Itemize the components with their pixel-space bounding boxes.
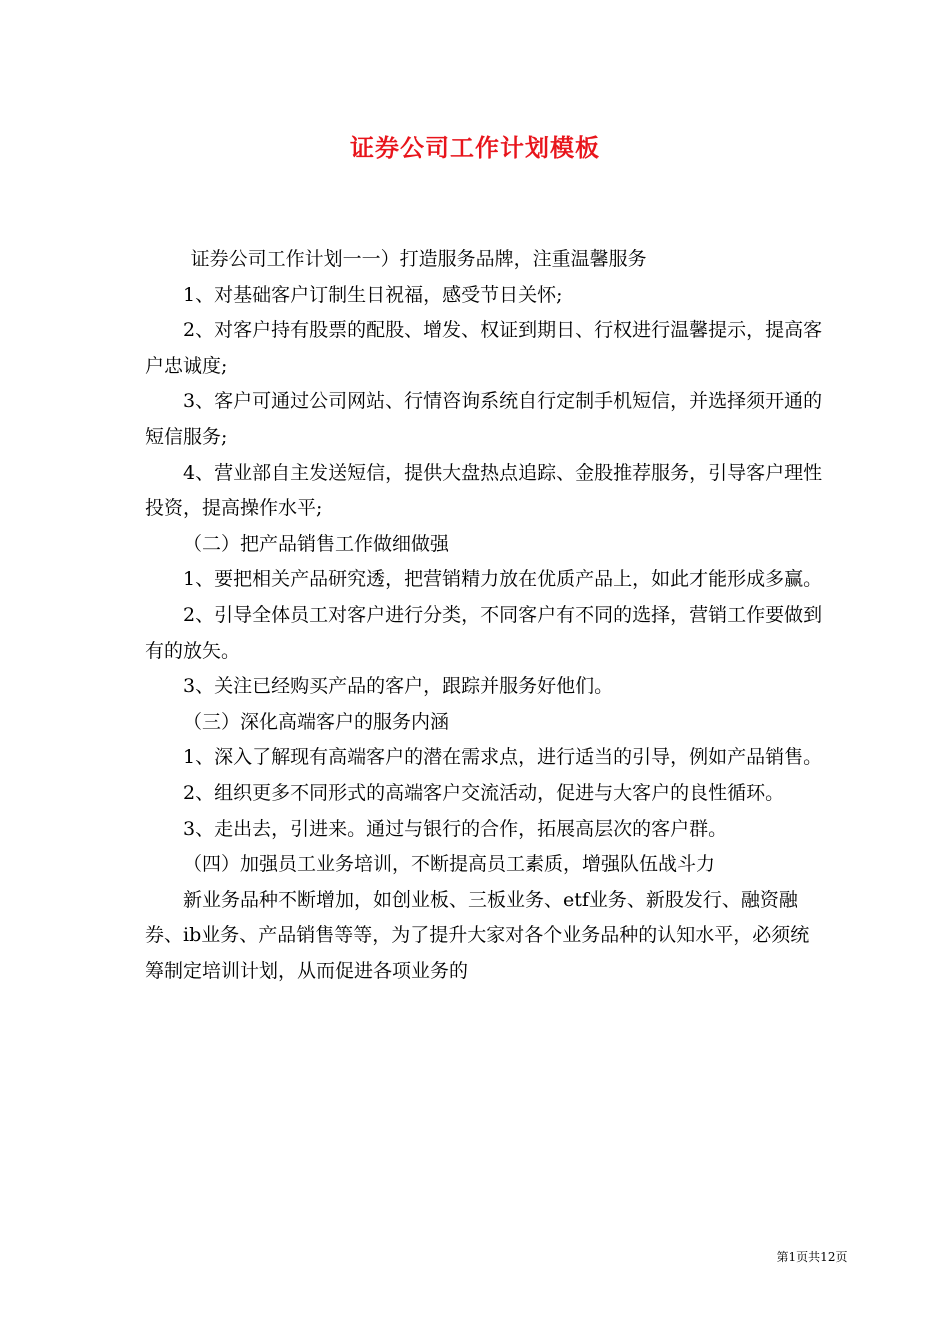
paragraph: 4、营业部自主发送短信，提供大盘热点追踪、金股推荐服务，引导客户理性投资，提高操作水平; — [145, 461, 823, 520]
paragraph: 1、深入了解现有高端客户的潜在需求点，进行适当的引导，例如产品销售。 — [183, 746, 823, 769]
paragraph: 2、对客户持有股票的配股、增发、权证到期日、行权进行温馨提示，提高客户忠诚度; — [145, 319, 823, 377]
section-heading-3: （三）深化高端客户的服务内涵 — [183, 710, 450, 733]
document-title: 证券公司工作计划模板 — [350, 134, 600, 162]
paragraph: 1、要把相关产品研究透，把营销精力放在优质产品上，如此才能形成多赢。 — [183, 568, 823, 591]
paragraph: 3、关注已经购买产品的客户，跟踪并服务好他们。 — [183, 675, 614, 698]
paragraph-heading-1: 证券公司工作计划一一）打造服务品牌，注重温馨服务 — [190, 248, 647, 270]
paragraph: 新业务品种不断增加，如创业板、三板业务、etf业务、新股发行、融资融券、ib业务、产品销售等等，为了提升大家对各个业务品种的认知水平，必须统筹制定培训计划，从而促进各项业务的 — [145, 888, 810, 982]
section-heading-4: （四）加强员工业务培训，不断提高员工素质，增强队伍战斗力 — [183, 853, 716, 876]
document-body — [145, 242, 825, 989]
paragraph: 3、走出去，引进来。通过与银行的合作，拓展高层次的客户群。 — [183, 817, 728, 840]
page-number-footer: 第1页共12页 — [776, 1250, 848, 1264]
paragraph: 2、引导全体员工对客户进行分类，不同客户有不同的选择，营销工作要做到有的放矢。 — [145, 603, 823, 662]
section-heading-2: （二）把产品销售工作做细做强 — [183, 532, 450, 555]
paragraph: 1、对基础客户订制生日祝福，感受节日关怀; — [183, 283, 563, 306]
paragraph: 2、组织更多不同形式的高端客户交流活动，促进与大客户的良性循环。 — [183, 781, 785, 804]
paragraph: 3、客户可通过公司网站、行情咨询系统自行定制手机短信，并选择须开通的短信服务; — [145, 390, 823, 448]
